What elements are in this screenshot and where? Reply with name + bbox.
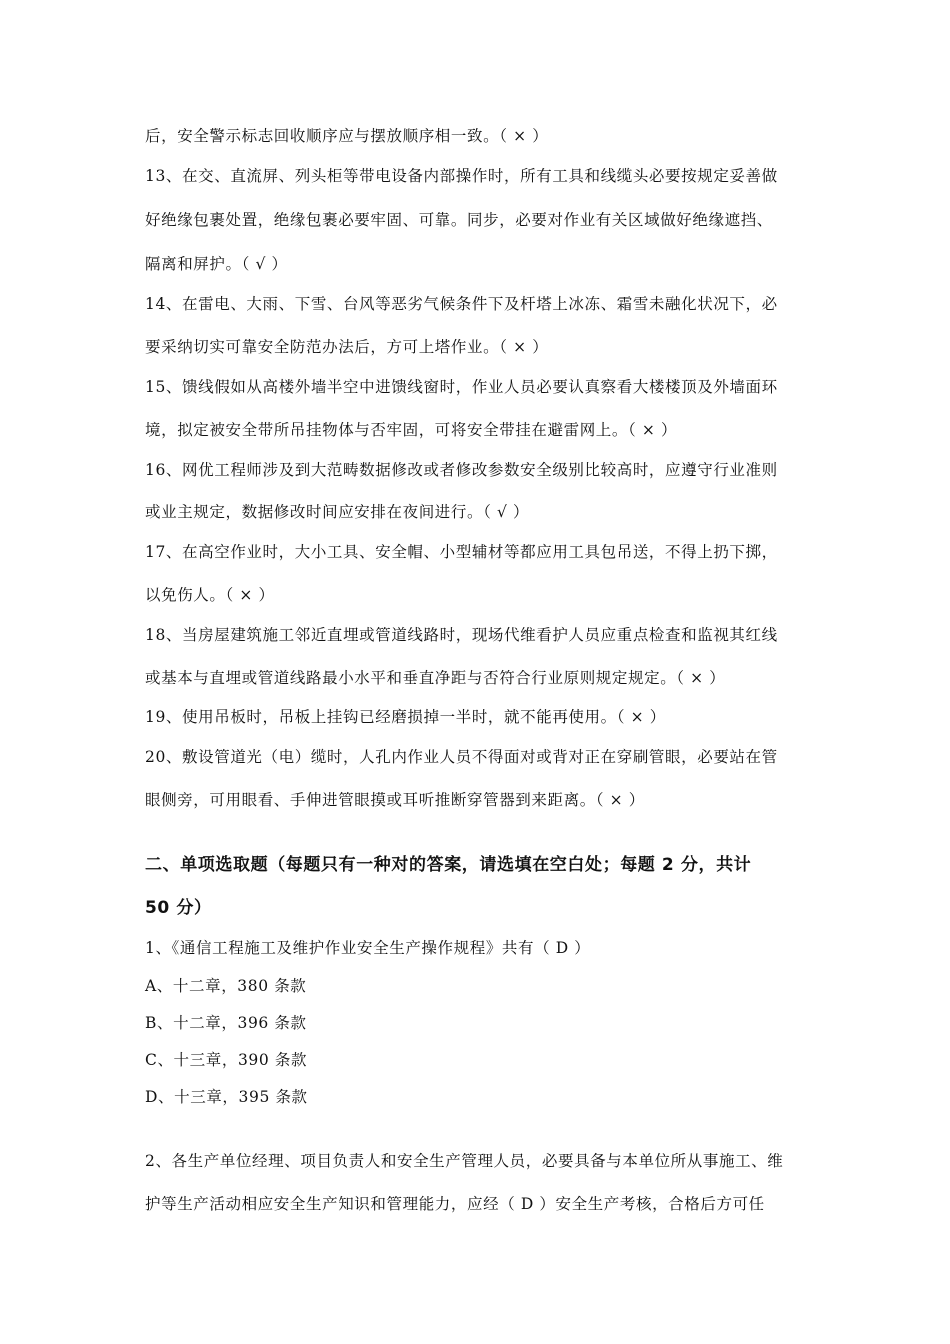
- section-heading: 二、单项选取题（每题只有一种对的答案，请选填在空白处；每题 2 分，共计: [145, 855, 752, 875]
- text-line: 18、当房屋建筑施工邻近直埋或管道线路时，现场代维看护人员应重点检查和监视其红线: [145, 626, 778, 644]
- text-line: 20、敷设管道光（电）缆时，人孔内作业人员不得面对或背对正在穿刷管眼，必要站在管: [145, 748, 778, 766]
- text-line: 或业主规定，数据修改时间应安排在夜间进行。（ √ ）: [145, 503, 530, 521]
- text-line: 17、在高空作业时，大小工具、安全帽、小型辅材等都应用工具包吊送，不得上扔下掷，: [145, 543, 778, 561]
- text-line: 13、在交、直流屏、列头柜等带电设备内部操作时，所有工具和线缆头必要按规定妥善做: [145, 167, 778, 185]
- text-line: 眼侧旁，可用眼看、手伸进管眼摸或耳听推断穿管器到来距离。（ × ）: [145, 791, 645, 809]
- text-line: 后，安全警示标志回收顺序应与摆放顺序相一致。（ × ）: [145, 127, 549, 145]
- text-line: 14、在雷电、大雨、下雪、台风等恶劣气候条件下及杆塔上冰冻、霜雪未融化状况下，必: [145, 295, 778, 313]
- text-line: 16、网优工程师涉及到大范畴数据修改或者修改参数安全级别比较高时，应遵守行业准则: [145, 461, 778, 479]
- answer-option: D、十三章，395 条款: [145, 1088, 308, 1106]
- question-text: 1、《通信工程施工及维护作业安全生产操作规程》共有（ D ）: [145, 939, 591, 957]
- question-text: 护等生产活动相应安全生产知识和管理能力，应经（ D ）安全生产考核，合格后方可任: [145, 1195, 765, 1213]
- answer-option: B、十二章，396 条款: [145, 1014, 307, 1032]
- question-text: 2、各生产单位经理、项目负责人和安全生产管理人员，必要具备与本单位所从事施工、维: [145, 1152, 784, 1170]
- text-line: 以免伤人。（ × ）: [145, 586, 275, 604]
- text-line: 或基本与直埋或管道线路最小水平和垂直净距与否符合行业原则规定规定。（ × ）: [145, 669, 726, 687]
- text-line: 好绝缘包裹处置，绝缘包裹必要牢固、可靠。同步，必要对作业有关区域做好绝缘遮挡、: [145, 211, 773, 229]
- text-line: 境，拟定被安全带所吊挂物体与否牢固，可将安全带挂在避雷网上。（ × ）: [145, 421, 678, 439]
- text-line: 19、使用吊板时，吊板上挂钩已经磨损掉一半时，就不能再使用。（ × ）: [145, 708, 666, 726]
- answer-option: A、十二章，380 条款: [145, 977, 307, 995]
- text-line: 要采纳切实可靠安全防范办法后，方可上塔作业。（ × ）: [145, 338, 549, 356]
- answer-option: C、十三章，390 条款: [145, 1051, 308, 1069]
- text-line: 15、馈线假如从高楼外墙半空中进馈线窗时，作业人员必要认真察看大楼楼顶及外墙面环: [145, 378, 778, 396]
- section-heading: 50 分）: [145, 898, 212, 918]
- text-line: 隔离和屏护。（ √ ）: [145, 255, 288, 273]
